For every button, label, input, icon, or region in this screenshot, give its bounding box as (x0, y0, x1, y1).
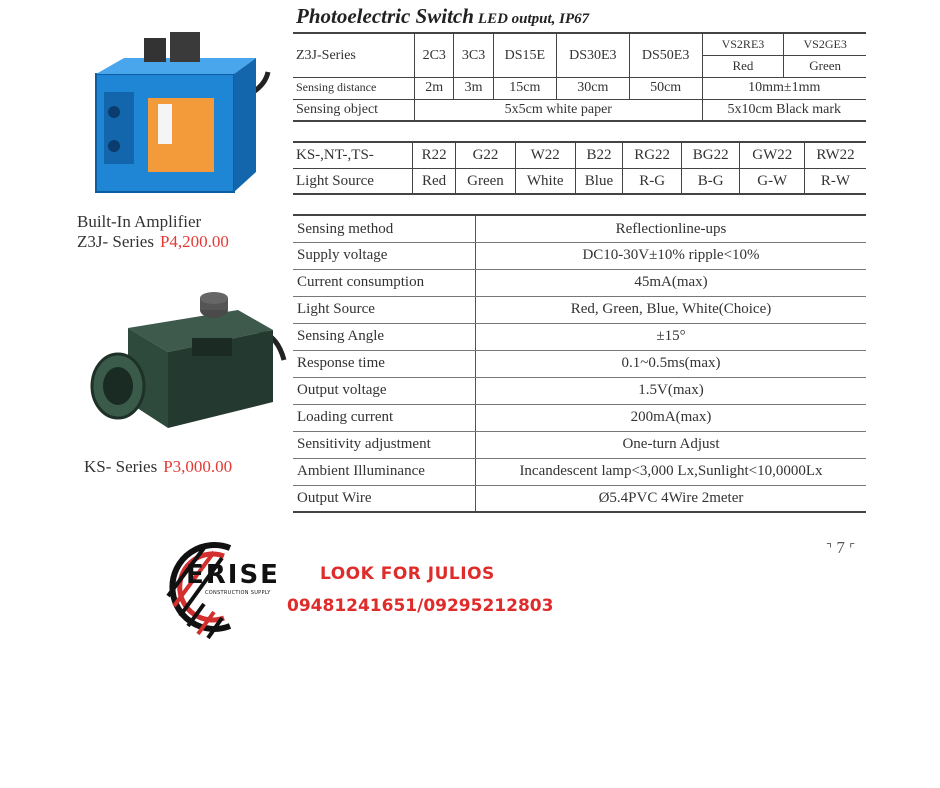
series-label: KS-,NT-,TS- (293, 142, 413, 168)
spec-key: Loading current (293, 404, 476, 431)
spec-table (293, 214, 866, 513)
caption-line1: Built-In Amplifier (77, 212, 202, 231)
table-row (293, 77, 866, 99)
page-number-value: 7 (836, 538, 845, 557)
spec-value: Reflectionline-ups (476, 215, 867, 242)
z3j-sensor-image (88, 22, 278, 200)
page-number: ⌝ 7 ⌜ (826, 538, 856, 557)
model-cell: W22 (515, 142, 575, 168)
distance-cell: 30cm (556, 77, 629, 99)
source-cell: B-G (681, 168, 740, 194)
table-row (293, 350, 866, 377)
object-main-cell: 5x5cm white paper (415, 99, 702, 121)
vs-color-cell: Green (784, 55, 866, 77)
model-cell: RG22 (623, 142, 682, 168)
table-row (293, 99, 866, 121)
model-cell: BG22 (681, 142, 740, 168)
brand-tagline: CONSTRUCTION SUPPLY (205, 590, 271, 596)
distance-label: Sensing distance (293, 77, 415, 99)
model-cell: GW22 (740, 142, 805, 168)
contact-phones: 09481241651/09295212803 (287, 596, 554, 616)
model-cell: DS15E (493, 33, 556, 77)
distance-cell: 2m (415, 77, 454, 99)
title-main: Photoelectric Switch (296, 4, 474, 28)
spec-value: 45mA(max) (476, 269, 867, 296)
vs-color-cell: Red (702, 55, 784, 77)
source-cell: White (515, 168, 575, 194)
source-cell: R-G (623, 168, 682, 194)
table-row (293, 242, 866, 269)
model-cell: B22 (575, 142, 623, 168)
model-cell: G22 (456, 142, 516, 168)
vs-model-cell: VS2RE3 (702, 33, 784, 55)
z3j-spec-table (293, 32, 866, 122)
table-row (293, 431, 866, 458)
source-cell: Red (413, 168, 456, 194)
distance-cell: 15cm (493, 77, 556, 99)
caption-price: P3,000.00 (163, 457, 233, 476)
spec-key: Response time (293, 350, 476, 377)
title-sub: LED output, IP67 (477, 11, 590, 27)
table-row (293, 404, 866, 431)
distance-cell: 50cm (629, 77, 702, 99)
ks-model-table (293, 141, 866, 195)
table-row (293, 323, 866, 350)
table-row (293, 296, 866, 323)
spec-value: One-turn Adjust (476, 431, 867, 458)
model-cell: 3C3 (454, 33, 493, 77)
series-label: Z3J-Series (293, 33, 415, 77)
spec-value: Ø5.4PVC 4Wire 2meter (476, 485, 867, 512)
table-row (293, 142, 866, 168)
caption-series: KS- Series (84, 457, 158, 476)
spec-value: ±15° (476, 323, 867, 350)
ks-sensor-image (88, 290, 288, 440)
table-row (293, 33, 866, 55)
spec-value: DC10-30V±10% ripple<10% (476, 242, 867, 269)
object-vs-cell: 5x10cm Black mark (702, 99, 866, 121)
spec-key: Sensitivity adjustment (293, 431, 476, 458)
spec-key: Current consumption (293, 269, 476, 296)
model-cell: RW22 (805, 142, 867, 168)
table-row (293, 377, 866, 404)
distance-cell: 3m (454, 77, 493, 99)
source-cell: R-W (805, 168, 867, 194)
model-cell: DS30E3 (556, 33, 629, 77)
object-label: Sensing object (293, 99, 415, 121)
spec-key: Supply voltage (293, 242, 476, 269)
spec-key: Ambient Illuminance (293, 458, 476, 485)
spec-value: Red, Green, Blue, White(Choice) (476, 296, 867, 323)
table-row (293, 269, 866, 296)
spec-value: 200mA(max) (476, 404, 867, 431)
look-for-text: LOOK FOR JULIOS (320, 564, 495, 584)
model-cell: 2C3 (415, 33, 454, 77)
spec-value: 0.1~0.5ms(max) (476, 350, 867, 377)
source-cell: Blue (575, 168, 623, 194)
caption-series: Z3J- Series (77, 232, 154, 251)
product-caption (77, 212, 229, 252)
table-row (293, 168, 866, 194)
spec-key: Light Source (293, 296, 476, 323)
spec-value: Incandescent lamp<3,000 Lx,Sunlight<10,0000Lx (476, 458, 867, 485)
table-row (293, 485, 866, 512)
vs-distance-cell: 10mm±1mm (702, 77, 866, 99)
table-row (293, 215, 866, 242)
caption-price: P4,200.00 (159, 232, 229, 251)
table-row (293, 458, 866, 485)
spec-key: Sensing Angle (293, 323, 476, 350)
source-cell: Green (456, 168, 516, 194)
brand-name: ERISE (186, 560, 280, 590)
model-cell: R22 (413, 142, 456, 168)
spec-key: Output voltage (293, 377, 476, 404)
source-label: Light Source (293, 168, 413, 194)
product-caption (84, 457, 232, 477)
spec-value: 1.5V(max) (476, 377, 867, 404)
source-cell: G-W (740, 168, 805, 194)
spec-key: Output Wire (293, 485, 476, 512)
model-cell: DS50E3 (629, 33, 702, 77)
vs-model-cell: VS2GE3 (784, 33, 866, 55)
spec-key: Sensing method (293, 215, 476, 242)
page-title (296, 4, 589, 29)
